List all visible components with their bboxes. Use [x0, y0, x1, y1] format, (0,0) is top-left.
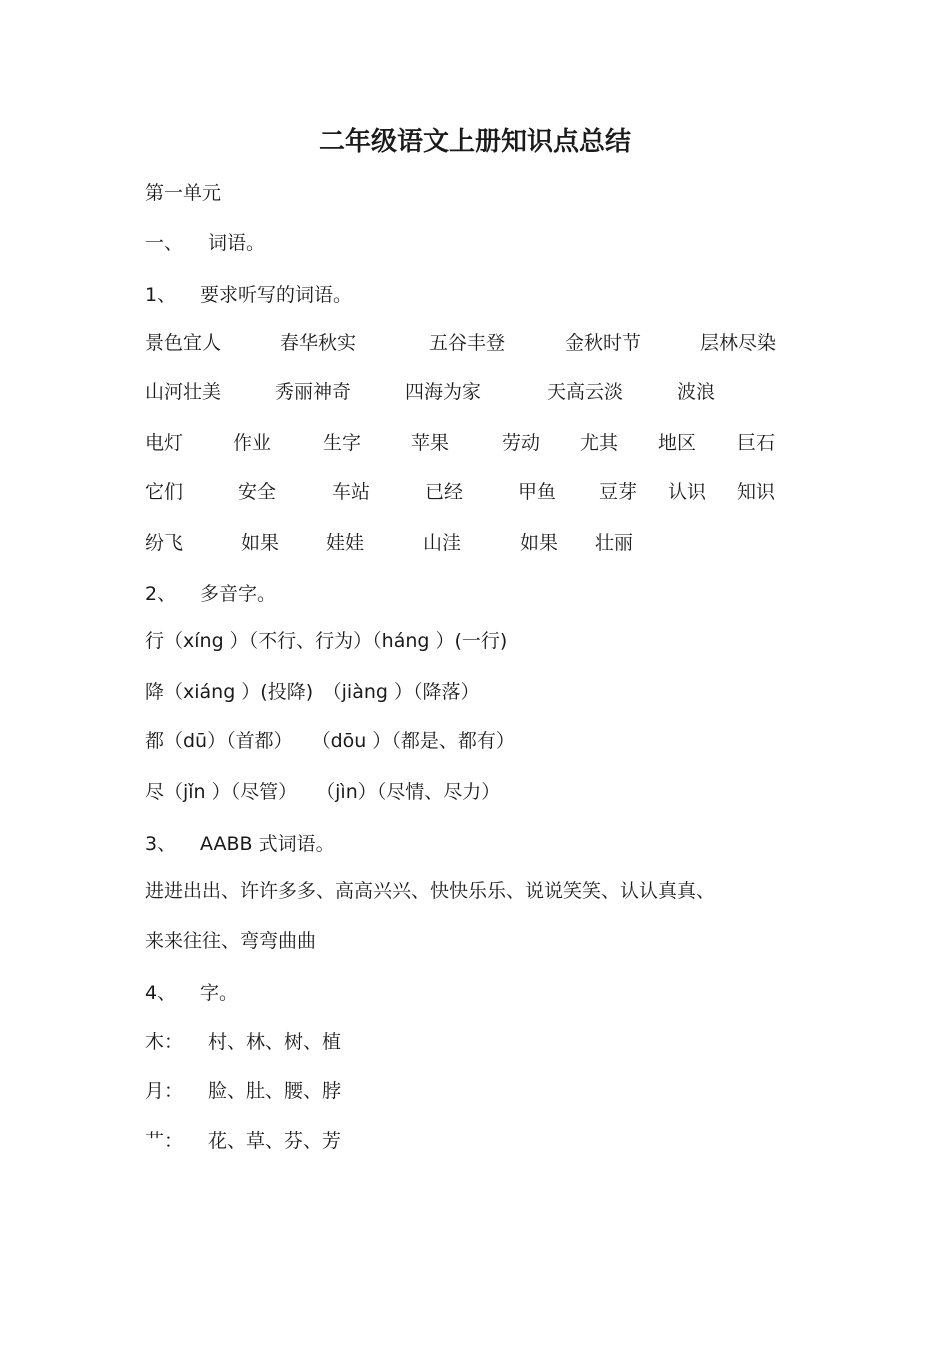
radical-label: 木：: [145, 1031, 184, 1053]
radical-chars: 花、草、芬、芳: [208, 1130, 342, 1152]
polyphone-line: 都（dū）（首都） （dōu ）（都是、都有）: [145, 730, 515, 752]
word: 秀丽神奇: [275, 381, 352, 403]
word: 电灯: [145, 432, 184, 454]
word: 五谷丰登: [429, 332, 506, 354]
word: 知识: [737, 481, 776, 503]
word: 层林尽染: [700, 332, 777, 354]
radical-label: 月：: [145, 1080, 184, 1102]
word: 如果: [241, 532, 280, 554]
polyphone-line: 尽（jǐn ）（尽管） （jìn）（尽情、尽力）: [145, 781, 501, 803]
word: 作业: [233, 432, 272, 454]
word: 春华秋实: [280, 332, 357, 354]
word: 它们: [145, 481, 184, 503]
unit-heading: 第一单元: [145, 182, 222, 204]
word: 波浪: [677, 381, 716, 403]
polyphone-line: 行（xíng ）（不行、行为）（háng ）(一行): [145, 630, 508, 652]
radical-chars: 脸、肚、腰、脖: [208, 1080, 342, 1102]
radical-label: 艹：: [145, 1130, 184, 1152]
word: 生字: [323, 432, 362, 454]
word: 苹果: [411, 432, 450, 454]
item-number: 3、: [145, 833, 177, 855]
word: 认识: [668, 481, 707, 503]
item-number: 1、: [145, 284, 177, 306]
word: 安全: [238, 481, 277, 503]
radical-chars: 村、林、树、植: [208, 1031, 342, 1053]
item-number: 2、: [145, 583, 177, 605]
word: 甲鱼: [518, 481, 557, 503]
item-text: 字。: [200, 982, 239, 1004]
word: 车站: [332, 481, 371, 503]
item-number: 4、: [145, 982, 177, 1004]
word: 四海为家: [405, 381, 482, 403]
word: 纷飞: [145, 532, 184, 554]
word: 地区: [658, 432, 697, 454]
word: 山河壮美: [145, 381, 222, 403]
word: 壮丽: [595, 532, 634, 554]
polyphone-line: 降（xiáng ）(投降) （jiàng ）（降落）: [145, 681, 480, 703]
word: 巨石: [737, 432, 776, 454]
item-text: AABB 式词语。: [200, 833, 335, 855]
word: 尤其: [580, 432, 619, 454]
section-text: 词语。: [208, 232, 266, 254]
section-number: 一、: [145, 232, 184, 254]
page-title: 二年级语文上册知识点总结: [318, 127, 631, 157]
item-text: 要求听写的词语。: [200, 284, 353, 306]
aabb-line: 来来往往、弯弯曲曲: [145, 930, 317, 952]
item-text: 多音字。: [200, 583, 277, 605]
word: 如果: [520, 532, 559, 554]
word: 天高云淡: [547, 381, 624, 403]
aabb-line: 进进出出、许许多多、高高兴兴、快快乐乐、说说笑笑、认认真真、: [145, 880, 716, 902]
word: 已经: [425, 481, 464, 503]
word: 娃娃: [326, 532, 365, 554]
word: 豆芽: [599, 481, 638, 503]
word: 金秋时节: [565, 332, 642, 354]
word: 劳动: [502, 432, 541, 454]
word: 景色宜人: [145, 332, 222, 354]
word: 山洼: [423, 532, 462, 554]
